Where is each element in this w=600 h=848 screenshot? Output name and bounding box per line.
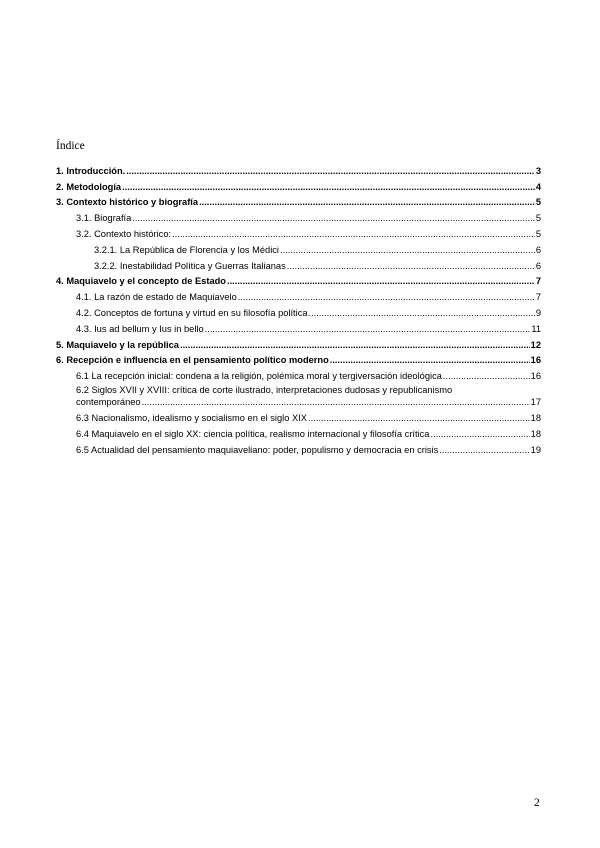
toc-entry-5[interactable] xyxy=(56,337,541,353)
dot-leader xyxy=(142,396,530,408)
toc-title: Índice xyxy=(56,140,85,152)
toc-entry-page: 7 xyxy=(535,292,541,303)
toc-entry-page: 5 xyxy=(535,228,541,239)
toc-entry-text: 4.1. La razón de estado de Maquiavelo xyxy=(76,292,237,303)
toc-entry-text: 3.2. Contexto histórico: xyxy=(76,228,172,239)
toc-entry-page: 19 xyxy=(530,444,541,455)
toc-entry-page: 3 xyxy=(535,165,541,176)
dot-leader xyxy=(205,323,531,335)
dot-leader xyxy=(308,412,530,424)
toc-entry-page: 18 xyxy=(530,412,541,423)
dot-leader xyxy=(199,196,535,208)
toc-entry-text: 1. Introducción. xyxy=(56,165,126,176)
dot-leader xyxy=(287,260,535,272)
toc-entry-6[interactable] xyxy=(56,353,541,369)
toc-entry-page: 6 xyxy=(535,260,541,271)
toc-entry-text: 2. Metodología xyxy=(56,181,122,192)
toc-entry-text: 5. Maquiavelo y la república xyxy=(56,339,179,350)
toc-entry-text: 3. Contexto histórico y biografía xyxy=(56,197,199,208)
toc-entry-text: 6.2 Siglos XVII y XVIII: crítica de corte ilustrado, interpretaciones dudosas y republicanismo xyxy=(76,385,453,396)
toc-entry-3-1[interactable] xyxy=(56,210,541,226)
toc-entry-page: 16 xyxy=(530,371,541,382)
toc-entry-text: 3.2.2. Inestabilidad Política y Guerras Italianas xyxy=(94,260,286,271)
toc-entry-page: 4 xyxy=(535,181,541,192)
toc-entry-text: 3.1. Biografía xyxy=(76,213,132,224)
page-number: 2 xyxy=(534,797,540,809)
toc-entry-6-5[interactable] xyxy=(56,442,541,458)
toc-entry-4-1[interactable] xyxy=(56,289,541,305)
toc-entry-6-3[interactable] xyxy=(56,410,541,426)
toc-entry-page: 6 xyxy=(535,244,541,255)
toc-entry-1[interactable] xyxy=(56,163,541,179)
toc-entry-text: 6.1 La recepción inicial: condena a la religión, polémica moral y tergiversación ideológica xyxy=(76,371,442,382)
toc-entry-text: 6. Recepción e influencia en el pensamiento político moderno xyxy=(56,355,329,366)
dot-leader xyxy=(280,244,535,256)
toc-entry-text: 6.4 Maquiavelo en el siglo XX: ciencia política, realismo internacional y filosofía crítica xyxy=(76,428,430,439)
toc-entry-text: 4. Maquiavelo y el concepto de Estado xyxy=(56,276,226,287)
toc-entry-4[interactable] xyxy=(56,274,541,290)
toc-entry-page: 17 xyxy=(530,397,541,408)
dot-leader xyxy=(122,181,535,193)
dot-leader xyxy=(439,444,529,456)
toc-entry-page: 9 xyxy=(535,307,541,318)
toc-entry-4-2[interactable] xyxy=(56,305,541,321)
toc-entry-6-4[interactable] xyxy=(56,426,541,442)
table-of-contents xyxy=(56,163,541,458)
toc-entry-text: 4.2. Conceptos de fortuna y virtud en su filosofía política xyxy=(76,307,308,318)
toc-entry-3-2-2[interactable] xyxy=(56,258,541,274)
dot-leader xyxy=(132,212,535,224)
toc-entry-text-continued: contemporáneo xyxy=(76,397,141,408)
toc-entry-3-2[interactable] xyxy=(56,226,541,242)
toc-entry-page: 16 xyxy=(530,355,541,366)
toc-entry-page: 11 xyxy=(531,323,541,334)
toc-entry-page: 5 xyxy=(535,197,541,208)
toc-entry-page: 5 xyxy=(535,213,541,224)
dot-leader xyxy=(172,228,535,240)
toc-entry-page: 12 xyxy=(530,339,541,350)
toc-entry-2[interactable] xyxy=(56,179,541,195)
toc-entry-text: 6.3 Nacionalismo, idealismo y socialismo en el siglo XIX xyxy=(76,412,307,423)
dot-leader xyxy=(238,291,535,303)
toc-entry-text: 6.5 Actualidad del pensamiento maquiaveliano: poder, populismo y democracia en crisis xyxy=(76,444,439,455)
dot-leader xyxy=(309,307,535,319)
toc-entry-3[interactable] xyxy=(56,195,541,211)
toc-entry-page: 7 xyxy=(535,276,541,287)
toc-entry-6-2[interactable] xyxy=(56,384,541,410)
dot-leader xyxy=(330,354,530,366)
toc-entry-3-2-1[interactable] xyxy=(56,242,541,258)
dot-leader xyxy=(430,428,529,440)
dot-leader xyxy=(126,165,535,177)
dot-leader xyxy=(443,370,530,382)
dot-leader xyxy=(227,275,535,287)
toc-entry-text: 3.2.1. La República de Florencia y los Médici xyxy=(94,244,280,255)
toc-entry-text: 4.3. Ius ad bellum y Ius in bello xyxy=(76,323,204,334)
toc-entry-4-3[interactable] xyxy=(56,321,541,337)
toc-entry-6-1[interactable] xyxy=(56,368,541,384)
toc-entry-page: 18 xyxy=(530,428,541,439)
dot-leader xyxy=(180,339,530,351)
